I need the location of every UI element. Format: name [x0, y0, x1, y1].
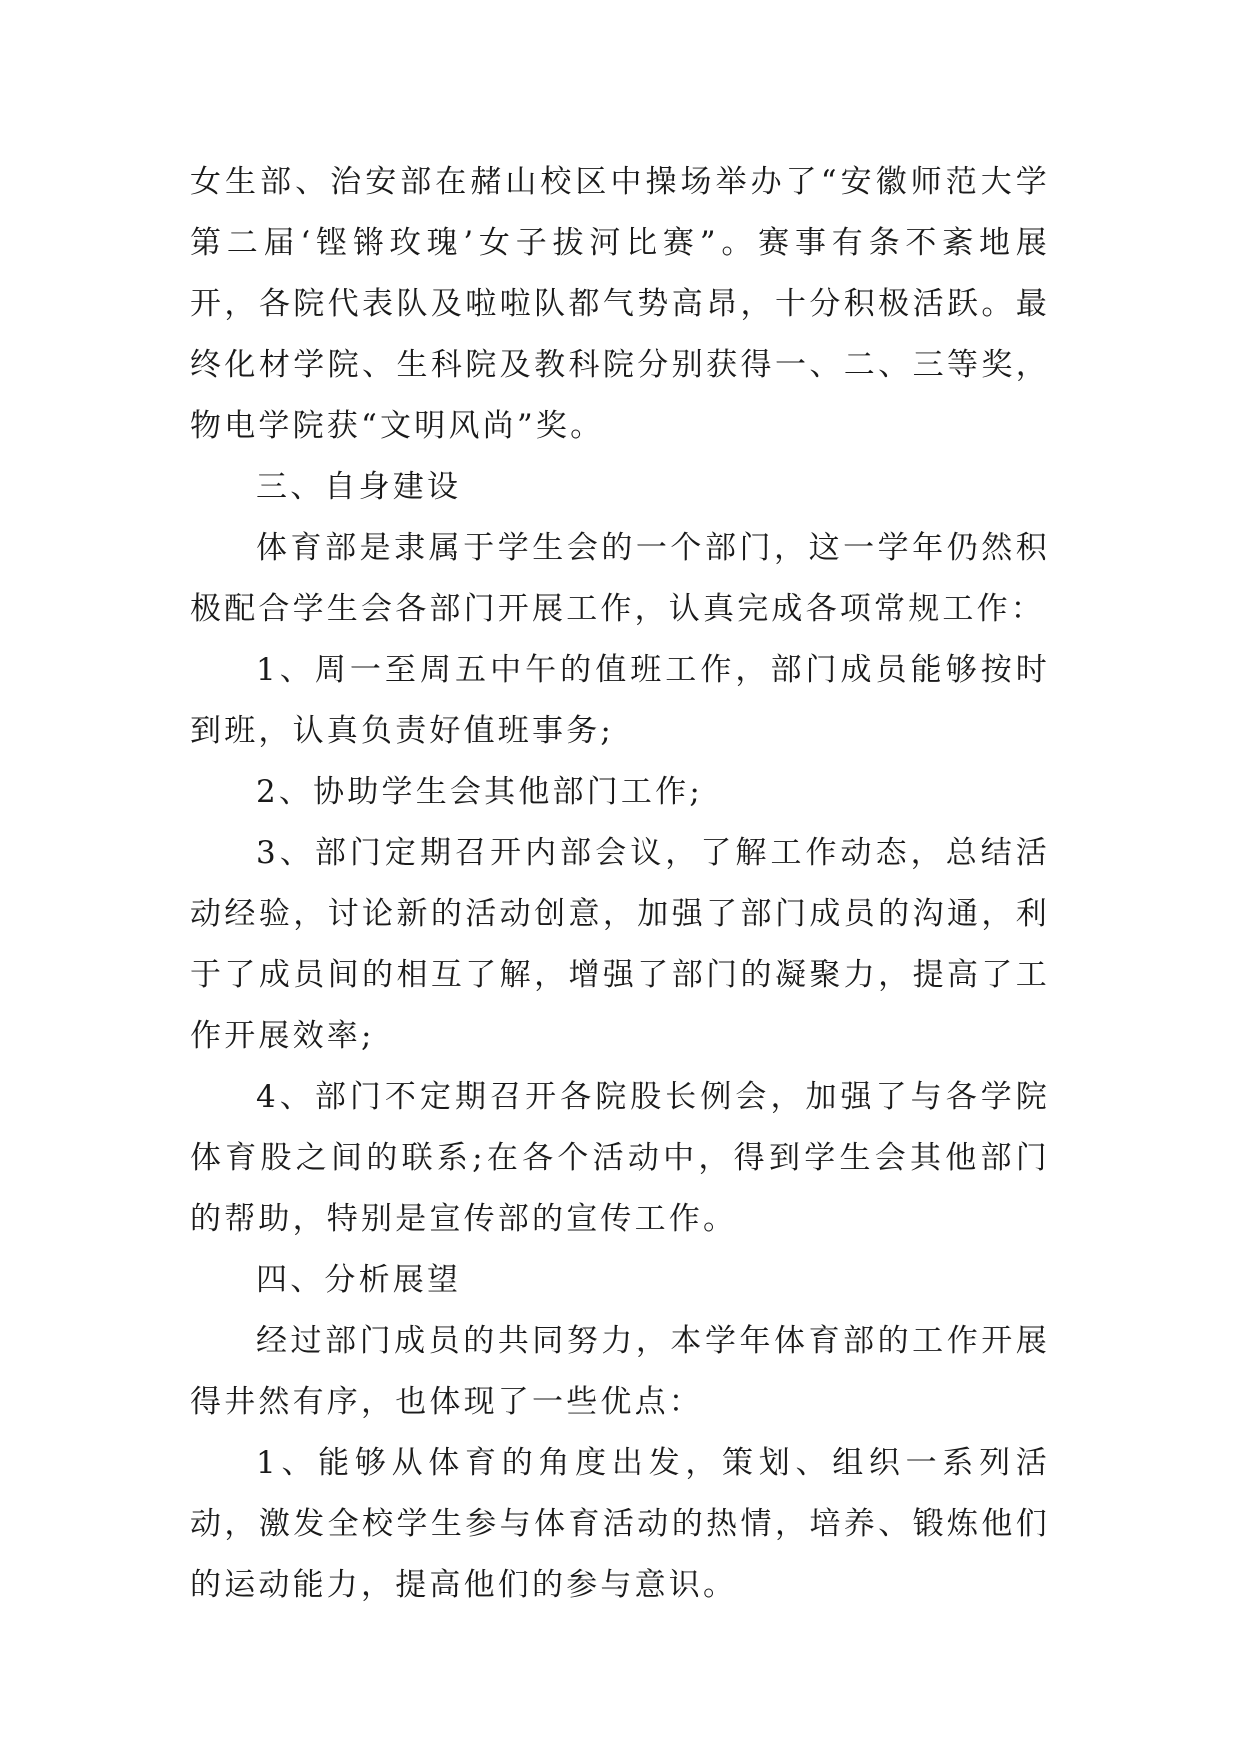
- paragraph-continuation: 女生部、治安部在赭山校区中操场举办了“安徽师范大学第二届‘铿锵玫瑰’女子拔河比赛”。赛事有条不紊地展开，各院代表队及啦啦队都气势高昂，十分积极活跃。最终化材学院、生科院及教科院分别获得一、二、三等奖，物电学院获“文明风尚”奖。: [190, 164, 1050, 444]
- list-item-strength-1: 1、能够从体育的角度出发，策划、组织一系列活动，激发全校学生参与体育活动的热情，培养、锻炼他们的运动能力，提高他们的参与意识。: [190, 1445, 1050, 1603]
- section-heading-self-building: 三、自身建设: [256, 469, 462, 505]
- paragraph-intro: 体育部是隶属于学生会的一个部门，这一学年仍然积极配合学生会各部门开展工作，认真完成各项常规工作：: [190, 530, 1050, 627]
- document-body: [190, 152, 1050, 1616]
- list-item-3: 3、部门定期召开内部会议，了解工作动态，总结活动经验，讨论新的活动创意，加强了部门成员的沟通，利于了成员间的相互了解，增强了部门的凝聚力，提高了工作开展效率;: [190, 835, 1050, 1054]
- section-heading-outlook: 四、分析展望: [256, 1262, 462, 1298]
- list-item-4: 4、部门不定期召开各院股长例会，加强了与各学院体育股之间的联系;在各个活动中，得到学生会其他部门的帮助，特别是宣传部的宣传工作。: [190, 1079, 1050, 1237]
- list-item-1: 1、周一至周五中午的值班工作，部门成员能够按时到班，认真负责好值班事务;: [190, 652, 1050, 749]
- list-item-2: 2、协助学生会其他部门工作;: [256, 774, 703, 810]
- paragraph-outlook: 经过部门成员的共同努力，本学年体育部的工作开展得井然有序，也体现了一些优点：: [190, 1323, 1050, 1420]
